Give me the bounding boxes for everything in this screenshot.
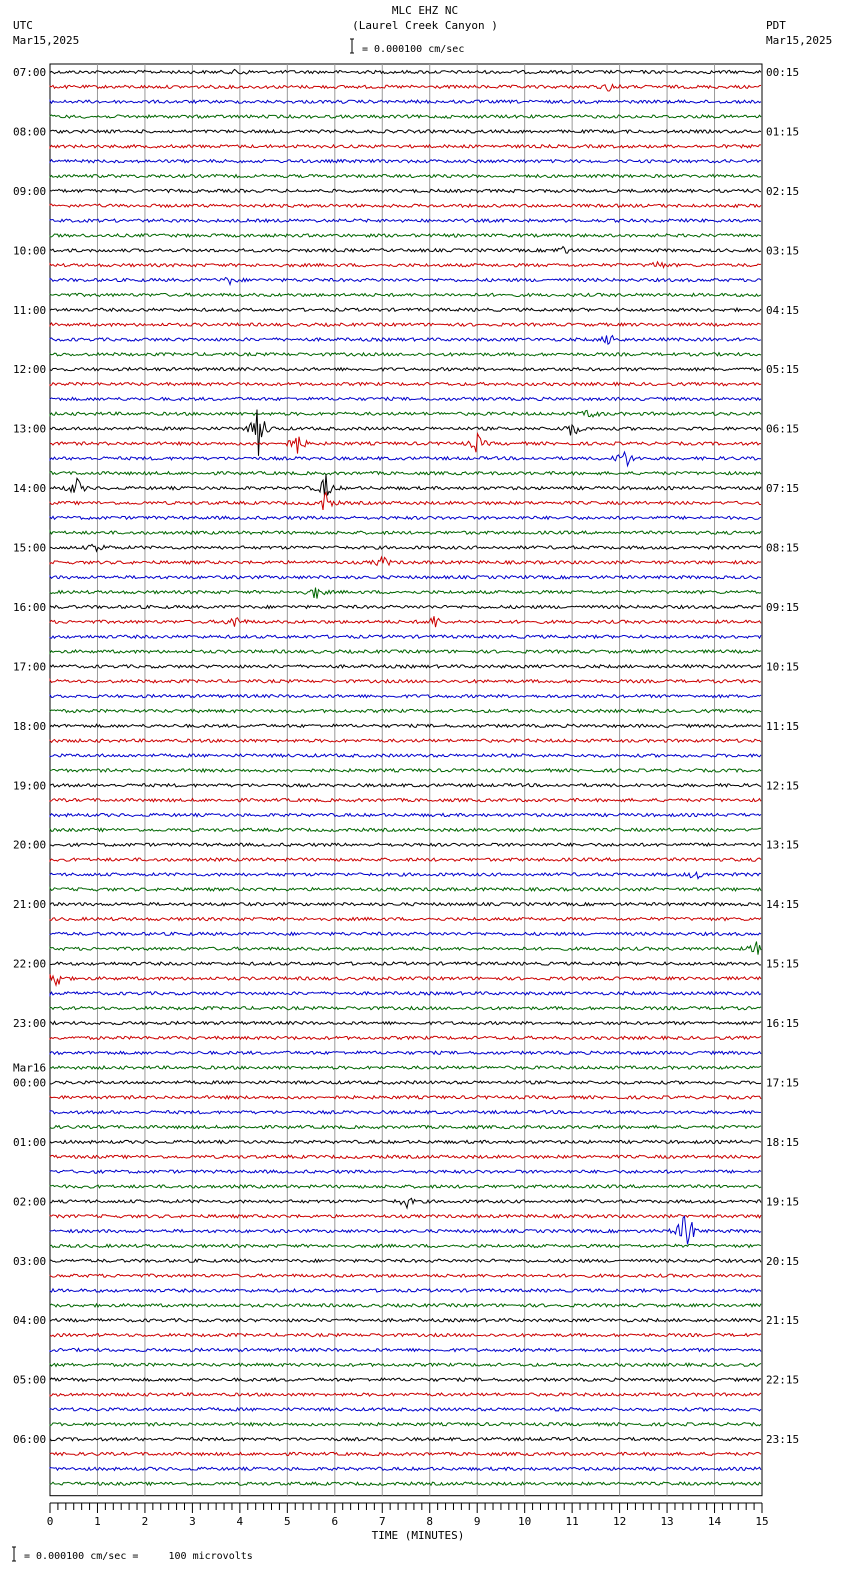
location-title: (Laurel Creek Canyon ) <box>352 19 498 32</box>
pdt-hour-label: 23:15 <box>766 1433 800 1447</box>
trace-row-33 <box>50 557 761 565</box>
trace-row-26 <box>50 452 761 466</box>
x-tick-label: 5 <box>284 1515 291 1528</box>
utc-hour-label: 22:00 <box>13 957 47 971</box>
utc-hour-label: 20:00 <box>13 838 47 852</box>
trace-row-8 <box>50 189 761 192</box>
trace-row-17 <box>50 323 761 326</box>
trace-row-7 <box>50 174 761 177</box>
utc-hour-label: 09:00 <box>13 184 47 198</box>
trace-row-86 <box>50 1348 761 1351</box>
trace-row-50 <box>50 813 761 816</box>
trace-row-57 <box>50 917 761 920</box>
utc-hour-label: 06:00 <box>13 1433 47 1447</box>
utc-hour-label: 17:00 <box>13 660 47 674</box>
date-change-label: Mar16 <box>13 1061 47 1075</box>
pdt-hour-label: 22:15 <box>766 1373 800 1387</box>
trace-row-93 <box>50 1452 761 1455</box>
pdt-hour-label: 04:15 <box>766 303 800 317</box>
trace-row-48 <box>50 784 761 787</box>
utc-hour-label: 21:00 <box>13 898 47 912</box>
station-title: MLC EHZ NC <box>391 4 459 17</box>
trace-row-71 <box>50 1126 761 1129</box>
trace-row-32 <box>50 544 761 551</box>
trace-row-81 <box>50 1274 761 1277</box>
trace-row-64 <box>50 1021 761 1024</box>
trace-row-68 <box>50 1081 761 1084</box>
trace-row-41 <box>50 680 761 683</box>
trace-row-67 <box>50 1066 761 1069</box>
utc-hour-label: 11:00 <box>13 303 47 317</box>
x-tick-label: 13 <box>660 1515 674 1528</box>
pdt-hour-label: 07:15 <box>766 482 800 496</box>
trace-row-40 <box>50 665 761 668</box>
trace-row-66 <box>50 1051 761 1054</box>
trace-row-95 <box>50 1482 761 1485</box>
trace-row-62 <box>50 992 761 995</box>
utc-hour-label: 05:00 <box>13 1373 47 1387</box>
trace-row-10 <box>50 219 761 222</box>
trace-row-21 <box>50 383 761 386</box>
trace-row-4 <box>50 130 761 133</box>
trace-row-29 <box>50 493 761 510</box>
trace-row-28 <box>50 474 761 496</box>
pdt-hour-label: 00:15 <box>766 66 800 79</box>
x-tick-label: 3 <box>189 1515 196 1528</box>
trace-row-72 <box>50 1140 761 1143</box>
pdt-hour-label: 05:15 <box>766 363 800 377</box>
trace-row-35 <box>50 588 761 599</box>
trace-row-73 <box>50 1155 761 1158</box>
trace-row-36 <box>50 605 761 608</box>
trace-row-23 <box>50 410 761 417</box>
trace-row-20 <box>50 368 761 371</box>
trace-row-92 <box>50 1438 761 1441</box>
trace-row-11 <box>50 234 761 237</box>
trace-row-89 <box>50 1393 761 1396</box>
x-tick-label: 12 <box>612 1515 627 1528</box>
trace-row-83 <box>50 1304 761 1307</box>
x-tick-label: 7 <box>378 1515 386 1528</box>
x-tick-label: 11 <box>565 1515 579 1528</box>
pdt-hour-label: 02:15 <box>766 184 800 198</box>
trace-row-31 <box>50 531 761 534</box>
pdt-hour-label: 01:15 <box>766 125 800 139</box>
trace-row-19 <box>50 353 761 356</box>
trace-row-74 <box>50 1170 761 1173</box>
pdt-hour-label: 06:15 <box>766 422 800 436</box>
trace-row-60 <box>50 962 761 965</box>
trace-row-56 <box>50 903 761 906</box>
traces <box>50 69 761 1485</box>
utc-hour-label: 19:00 <box>13 779 47 793</box>
pdt-hour-label: 21:15 <box>766 1314 800 1328</box>
x-tick-label: 14 <box>707 1515 722 1528</box>
trace-row-24 <box>50 410 761 456</box>
left-timezone: UTC <box>13 19 33 32</box>
trace-row-91 <box>50 1423 761 1426</box>
trace-row-88 <box>50 1378 761 1381</box>
utc-hour-label: 23:00 <box>13 1017 47 1031</box>
trace-row-30 <box>50 516 761 519</box>
trace-row-12 <box>50 247 761 254</box>
trace-row-44 <box>50 724 761 727</box>
trace-row-85 <box>50 1334 761 1337</box>
pdt-hour-label: 12:15 <box>766 779 800 793</box>
utc-hour-label: 01:00 <box>13 1135 47 1149</box>
right-date: Mar15,2025 <box>766 34 833 47</box>
trace-row-6 <box>50 160 761 163</box>
trace-row-52 <box>50 843 761 846</box>
pdt-hour-label: 17:15 <box>766 1076 800 1090</box>
pdt-hour-label: 11:15 <box>766 719 800 733</box>
trace-row-54 <box>50 872 761 878</box>
utc-hour-label: 07:00 <box>13 66 47 79</box>
utc-hour-label: 12:00 <box>13 363 47 377</box>
trace-row-37 <box>50 616 761 627</box>
trace-row-76 <box>50 1198 761 1208</box>
trace-row-53 <box>50 858 761 861</box>
utc-hour-label: 14:00 <box>13 482 47 496</box>
trace-row-25 <box>50 434 761 454</box>
trace-row-82 <box>50 1289 761 1292</box>
utc-hour-label: 16:00 <box>13 600 47 614</box>
x-tick-label: 0 <box>46 1515 54 1528</box>
pdt-hour-label: 18:15 <box>766 1135 800 1149</box>
trace-row-3 <box>50 115 761 118</box>
trace-row-90 <box>50 1408 761 1411</box>
x-tick-label: 2 <box>141 1515 149 1528</box>
footer-scale-bar-icon <box>12 1547 16 1561</box>
trace-row-1 <box>50 85 761 92</box>
trace-row-16 <box>50 308 761 311</box>
trace-row-79 <box>50 1244 761 1247</box>
x-axis-label: TIME (MINUTES) <box>371 1529 465 1542</box>
trace-row-61 <box>50 974 761 985</box>
trace-row-15 <box>50 293 761 296</box>
trace-row-42 <box>50 695 761 698</box>
x-tick-label: 6 <box>331 1515 339 1528</box>
trace-row-18 <box>50 336 761 345</box>
x-tick-label: 4 <box>236 1515 244 1528</box>
trace-row-39 <box>50 650 761 653</box>
trace-row-9 <box>50 204 761 207</box>
utc-hour-label: 10:00 <box>13 244 47 258</box>
trace-row-59 <box>50 942 761 955</box>
utc-hour-label: 04:00 <box>13 1314 47 1328</box>
trace-row-38 <box>50 635 761 638</box>
trace-row-75 <box>50 1185 761 1188</box>
pdt-hour-label: 20:15 <box>766 1254 800 1268</box>
trace-row-13 <box>50 262 761 268</box>
trace-row-2 <box>50 100 761 103</box>
trace-row-22 <box>50 397 761 400</box>
x-axis <box>47 1503 769 1528</box>
trace-row-49 <box>50 799 761 802</box>
trace-row-51 <box>50 828 761 831</box>
trace-row-47 <box>50 769 761 772</box>
trace-row-69 <box>50 1096 761 1099</box>
x-tick-label: 8 <box>426 1515 434 1528</box>
trace-row-43 <box>50 709 761 712</box>
x-tick-label: 9 <box>473 1515 481 1528</box>
scale-bar-icon <box>350 39 354 53</box>
pdt-hour-label: 13:15 <box>766 838 800 852</box>
pdt-hour-label: 15:15 <box>766 957 800 971</box>
trace-row-78 <box>50 1216 761 1244</box>
trace-row-94 <box>50 1467 761 1470</box>
trace-row-34 <box>50 576 761 579</box>
left-date: Mar15,2025 <box>13 34 80 47</box>
trace-row-14 <box>50 278 761 285</box>
pdt-hour-label: 08:15 <box>766 541 800 555</box>
pdt-hour-label: 03:15 <box>766 244 800 258</box>
utc-hour-label: 18:00 <box>13 719 47 733</box>
pdt-hour-label: 09:15 <box>766 600 800 614</box>
utc-hour-label: 03:00 <box>13 1254 47 1268</box>
pdt-hour-label: 16:15 <box>766 1017 800 1031</box>
x-tick-label: 15 <box>755 1515 769 1528</box>
trace-row-80 <box>50 1259 761 1262</box>
trace-row-46 <box>50 754 761 757</box>
trace-row-27 <box>50 472 761 475</box>
trace-row-5 <box>50 145 761 148</box>
x-tick-label: 10 <box>518 1515 532 1528</box>
trace-row-55 <box>50 888 761 891</box>
pdt-hour-label: 14:15 <box>766 898 800 912</box>
utc-hour-label: 00:00 <box>13 1076 47 1090</box>
x-tick-label: 1 <box>94 1515 101 1528</box>
trace-row-84 <box>50 1319 761 1322</box>
pdt-hour-label: 19:15 <box>766 1195 800 1209</box>
footer-scale-note: = 0.000100 cm/sec = 100 microvolts <box>24 1551 253 1562</box>
right-timezone: PDT <box>766 19 786 32</box>
utc-hour-label: 08:00 <box>13 125 47 139</box>
trace-row-45 <box>50 739 761 742</box>
utc-hour-label: 13:00 <box>13 422 47 436</box>
scale-label: = 0.000100 cm/sec <box>362 44 465 55</box>
pdt-hour-label: 10:15 <box>766 660 800 674</box>
row-labels <box>13 66 799 1446</box>
trace-row-65 <box>50 1036 761 1039</box>
trace-row-58 <box>50 932 761 935</box>
trace-row-63 <box>50 1007 761 1010</box>
trace-row-70 <box>50 1111 761 1114</box>
utc-hour-label: 15:00 <box>13 541 47 555</box>
trace-row-0 <box>50 69 761 74</box>
trace-row-77 <box>50 1215 761 1218</box>
trace-row-87 <box>50 1363 761 1366</box>
utc-hour-label: 02:00 <box>13 1195 47 1209</box>
